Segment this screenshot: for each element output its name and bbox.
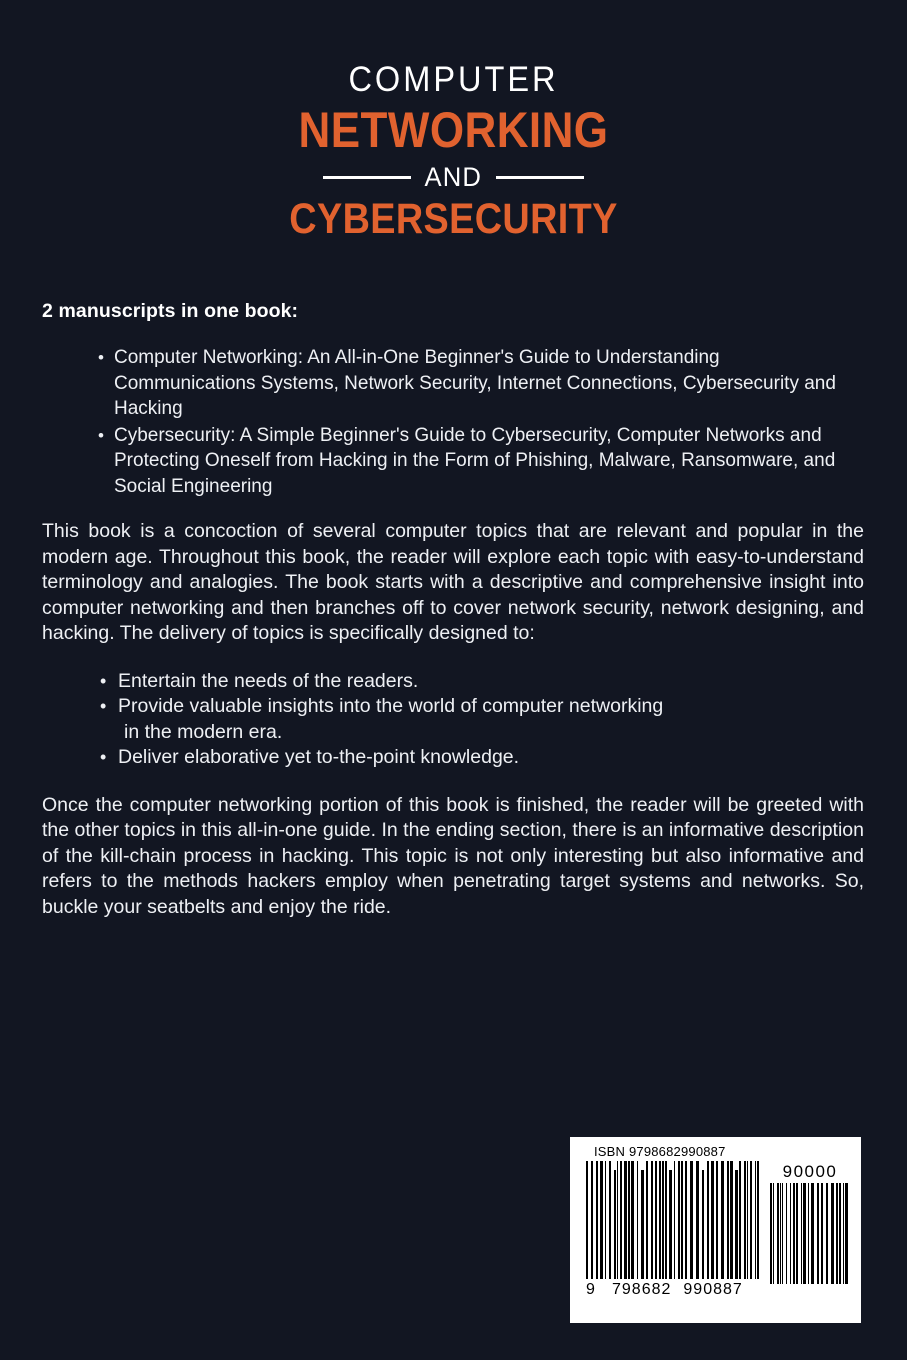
- barcode-digit-prefix: 9: [586, 1280, 596, 1298]
- list-item: [100, 745, 864, 771]
- divider-rule-left: [323, 176, 411, 179]
- barcode-digit-group-2: 990887: [683, 1280, 743, 1298]
- barcode-digit-group-1: 798682: [612, 1280, 672, 1298]
- title-line-computer: COMPUTER: [348, 60, 559, 99]
- list-item: [100, 694, 864, 745]
- barcode-bars-addon: [770, 1183, 850, 1284]
- list-item: • Computer Networking: An All-in-One Beginner's Guide to Understanding Communications Systems, Network Security, Internet Connections, Cybersecurity and Hacking: [98, 345, 864, 422]
- cover-title-block: [0, 62, 907, 242]
- barcode-digits: [586, 1280, 761, 1299]
- title-line-networking: NETWORKING: [298, 101, 609, 158]
- list-item: • Cybersecurity: A Simple Beginner's Guide to Cybersecurity, Computer Networks and Protecting Oneself from Hacking in the Form of Phishing, Malware, Ransomware, and Social Engineering: [98, 423, 864, 500]
- list-item-continuation: in the modern era.: [124, 720, 283, 743]
- list-item-label: Entertain the needs of the readers.: [118, 669, 419, 692]
- designed-to-list: [42, 669, 864, 771]
- divider-rule-right: [496, 176, 584, 179]
- barcode-addon: [770, 1162, 850, 1284]
- barcode-main: [586, 1161, 761, 1299]
- manuscripts-list: [42, 345, 864, 499]
- isbn-barcode: [570, 1137, 861, 1323]
- manuscripts-heading: 2 manuscripts in one book:: [42, 300, 299, 322]
- barcode-addon-digits: 90000: [782, 1162, 838, 1181]
- list-item: [100, 669, 864, 695]
- description-paragraph-2: Once the computer networking portion of this book is finished, the reader will be greeted with the other topics in this all-in-one guide. In the ending section, there is an informative description of the kill-chain process in hacking. This topic is not only interesting but also informative and refers to the methods hackers employ when penetrating target systems and networks. So, buckle your seatbelts and enjoy the ride.: [42, 793, 864, 918]
- isbn-label: ISBN 9798682990887: [594, 1144, 726, 1159]
- title-connector-row: [0, 161, 907, 192]
- title-line-cybersecurity: CYBERSECURITY: [289, 194, 618, 243]
- description-paragraph-1: This book is a concoction of several computer topics that are relevant and popular in the modern age. Throughout this book, the reader will explore each topic with easy-to-understand terminology and analogies. The book starts with a descriptive and comprehensive insight into computer networking and then branches off to cover network security, network designing, and hacking. The delivery of topics is specifically designed to:: [42, 520, 864, 644]
- title-connector-and: AND: [424, 161, 483, 192]
- list-item-label: Provide valuable insights into the world of computer networking: [118, 695, 664, 717]
- barcode-row: [586, 1161, 851, 1299]
- back-cover-copy: [42, 300, 864, 920]
- list-item-label: Deliver elaborative yet to-the-point knowledge.: [118, 746, 520, 768]
- barcode-bars-main: [586, 1161, 761, 1279]
